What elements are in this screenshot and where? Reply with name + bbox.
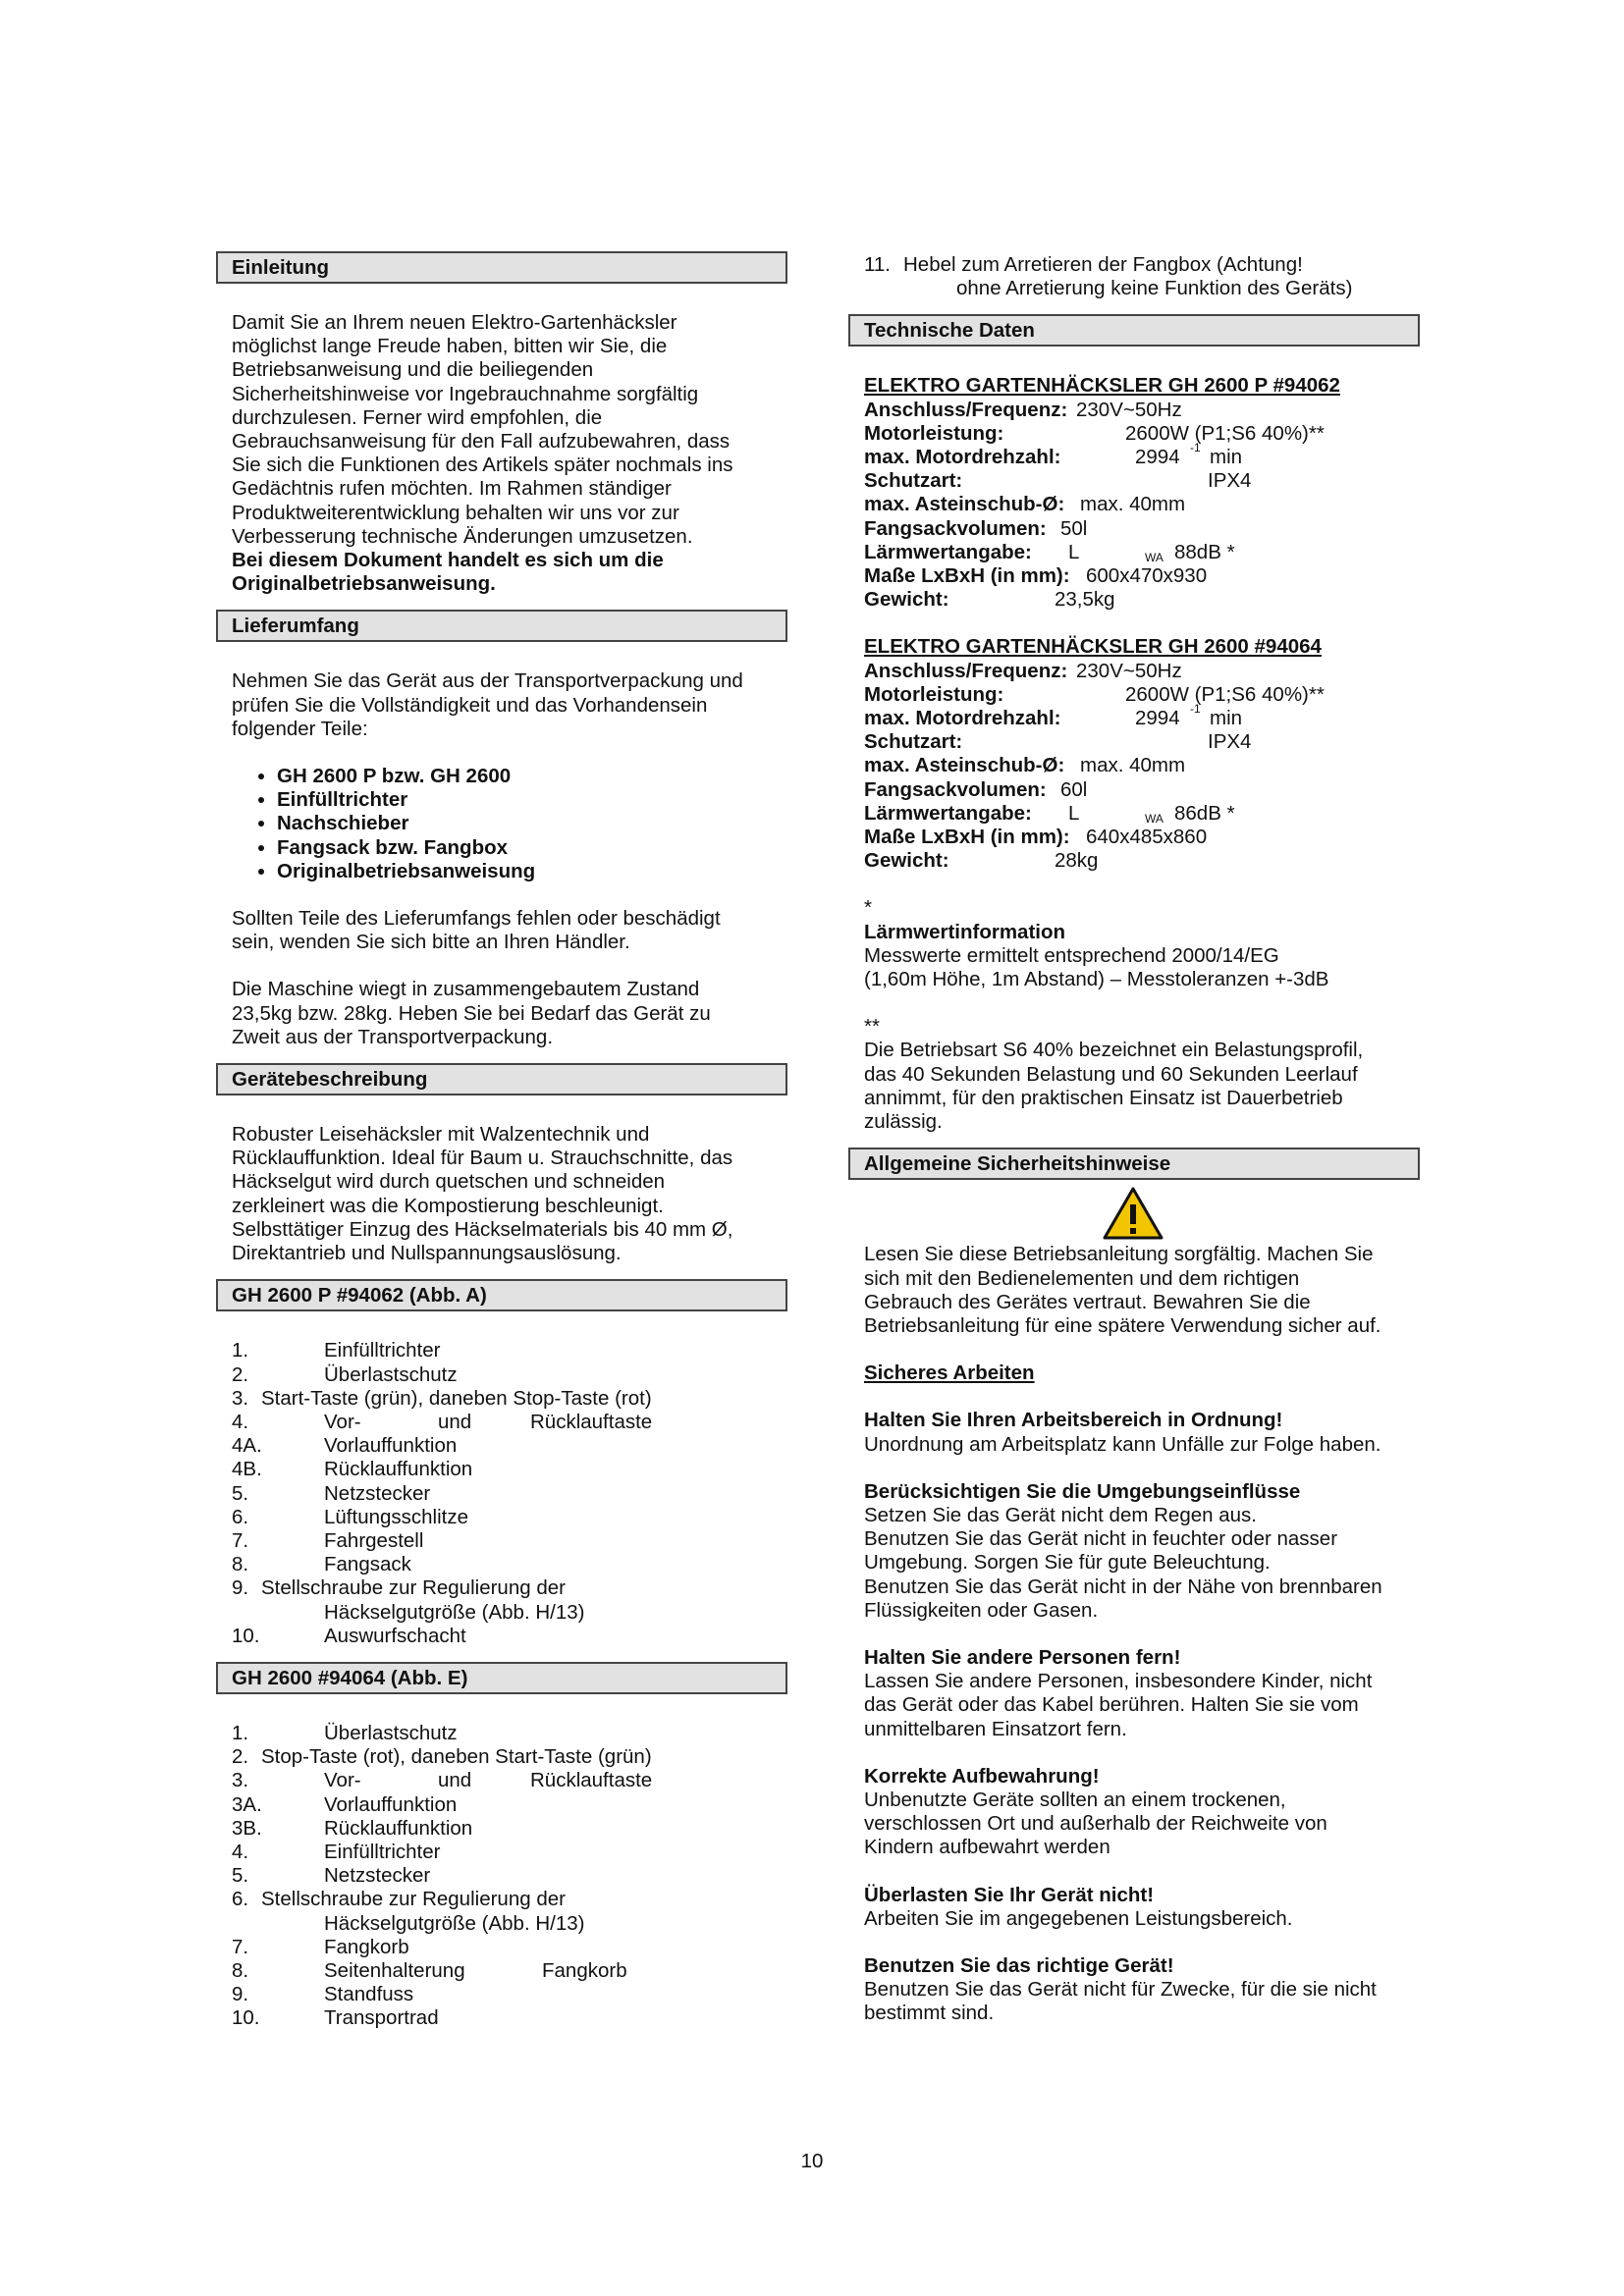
gh94064-list [232, 1722, 821, 2031]
text-line: annimmt, für den praktischen Einsatz ist Dauerbetrieb [864, 1086, 1343, 1109]
text-line-bold: Bei diesem Dokument handelt es sich um die [232, 549, 664, 572]
list-item: 4B. Rücklauffunktion [232, 1458, 473, 1481]
list-item: 4. Vor- und Rücklauftaste [232, 1410, 653, 1433]
text-line: unmittelbaren Einsatzort fern. [864, 1717, 1127, 1740]
text-line: möglichst lange Freude haben, bitten wir Sie, die [232, 335, 668, 358]
lieferumfang-para3 [232, 978, 821, 1049]
list-item: 3. Start-Taste (grün), daneben Stop-Taste (rot) [232, 1386, 652, 1410]
spec-heading: ELEKTRO GARTENHÄCKSLER GH 2600 #94064 [864, 635, 1322, 659]
list-item: 4A. Vorlauffunktion [232, 1434, 458, 1458]
text-line: Sie sich die Funktionen des Artikels später nochmals ins [232, 454, 733, 477]
list-item: 10. Auswurfschacht [232, 1624, 466, 1647]
list-item: 1. Überlastschutz [232, 1721, 458, 1744]
list-item: • Nachschieber [277, 812, 821, 835]
footnote-mark: * [864, 896, 872, 920]
list-item: 3. Vor- und Rücklauftaste [232, 1769, 653, 1792]
text-line: verschlossen Ort und außerhalb der Reichweite von [864, 1812, 1327, 1836]
geraetebeschreibung-text [232, 1123, 821, 1265]
rule-title: Überlasten Sie Ihr Gerät nicht! [864, 1883, 1155, 1906]
text-line: Gedächtnis rufen möchten. Im Rahmen ständiger [232, 477, 672, 501]
text-line: Sollten Teile des Lieferumfangs fehlen oder beschädigt [232, 907, 721, 931]
list-item: 3B. Rücklauffunktion [232, 1816, 473, 1840]
text-line: sich mit den Bedienelementen und dem richtigen [864, 1266, 1300, 1290]
list-item: 10. Transportrad [232, 2006, 439, 2030]
section-header-lieferumfang: Lieferumfang [216, 610, 787, 642]
text-line: Lassen Sie andere Personen, insbesondere Kinder, nicht [864, 1670, 1373, 1693]
text-line: Unordnung am Arbeitsplatz kann Unfälle zur Folge haben. [864, 1432, 1381, 1456]
section-header-technische-daten: Technische Daten [848, 314, 1420, 347]
list-item: 1. Einfülltrichter [232, 1339, 441, 1362]
list-item: • GH 2600 P bzw. GH 2600 [277, 765, 821, 788]
text-line: Flüssigkeiten oder Gasen. [864, 1598, 1099, 1622]
list-item: 6. Lüftungsschlitze [232, 1505, 469, 1528]
list-item: • Fangsack bzw. Fangbox [277, 836, 821, 860]
list-item: 8. Seitenhalterung Fangkorb [232, 1958, 627, 1982]
text-line: Setzen Sie das Gerät nicht dem Regen aus. [864, 1503, 1257, 1526]
section-header-geraetebeschreibung: Gerätebeschreibung [216, 1063, 787, 1095]
text-line: folgender Teile: [232, 717, 368, 740]
text-line: Nehmen Sie das Gerät aus der Transportverpackung und [232, 669, 743, 693]
warning-triangle-icon [1102, 1186, 1164, 1241]
left-column [232, 251, 821, 2031]
list-item: 8. Fangsack [232, 1553, 411, 1576]
text-line: sein, wenden Sie sich bitte an Ihren Händler. [232, 931, 630, 954]
rule-title: Halten Sie Ihren Arbeitsbereich in Ordnung! [864, 1409, 1283, 1432]
text-line: Die Betriebsart S6 40% bezeichnet ein Belastungsprofil, [864, 1039, 1364, 1062]
text-line: zerkleinert was die Kompostierung beschleunigt. [232, 1194, 664, 1217]
list-item: 4. Einfülltrichter [232, 1840, 441, 1863]
text-line-bold: Originalbetriebsanweisung. [232, 572, 496, 596]
lieferumfang-list [232, 765, 821, 883]
text-line: Robuster Leisehäcksler mit Walzentechnik und [232, 1123, 650, 1147]
list-item: 7. Fangkorb [232, 1935, 409, 1958]
text-line: Gebrauchsanweisung für den Fall aufzubewahren, dass [232, 430, 731, 454]
text-line: prüfen Sie die Vollständigkeit und das Vorhandensein [232, 693, 708, 717]
footnote-laerm [864, 896, 1414, 991]
text-line: 23,5kg bzw. 28kg. Heben Sie bei Bedarf das Gerät zu [232, 1001, 711, 1025]
list-item: • Originalbetriebsanweisung [277, 860, 821, 883]
spec-block-94062: ELEKTRO GARTENHÄCKSLER GH 2600 P #94062 Anschluss/Frequenz: 230V~50Hz Motorleistung: 2600W (P1;S6 40%)** max. Motordrehzahl: 2994 -1 min Schutzart: IPX4 max. Asteinschub-Ø: max. 40mm Fangsackvolumen: 50l Lärmwertangabe: L WA 88dB * Maße LxBxH (in mm): 600x470x930 Gewicht: 23,5kg [864, 374, 1414, 612]
section-header-gh94062: GH 2600 P #94062 (Abb. A) [216, 1279, 787, 1311]
list-item: 2. Überlastschutz [232, 1362, 458, 1386]
text-line: Direktantrieb und Nullspannungsauslösung. [232, 1242, 622, 1265]
text-line: Benutzen Sie das Gerät nicht in feuchter oder nasser [864, 1527, 1338, 1551]
footnote-mark: ** [864, 1015, 880, 1039]
text-line: Damit Sie an Ihrem neuen Elektro-Gartenhäcksler [232, 311, 677, 334]
text-line: Rücklauffunktion. Ideal für Baum u. Strauchschnitte, das [232, 1147, 733, 1170]
spec-heading: ELEKTRO GARTENHÄCKSLER GH 2600 P #94062 [864, 374, 1340, 398]
text-line: Unbenutzte Geräte sollten an einem trockenen, [864, 1788, 1286, 1811]
gh94062-list [232, 1339, 821, 1648]
einleitung-text [232, 311, 821, 596]
text-line: Sicherheitshinweise vor Ingebrauchnahme sorgfältig [232, 382, 699, 405]
section-header-sicherheitshinweise: Allgemeine Sicherheitshinweise [848, 1148, 1420, 1180]
list-item-continuation: Häckselgutgröße (Abb. H/13) [324, 1911, 585, 1935]
text-line: Produktweiterentwicklung behalten wir uns vor zur [232, 501, 679, 524]
text-line: Lesen Sie diese Betriebsanleitung sorgfältig. Machen Sie [864, 1243, 1374, 1266]
text-line: Arbeiten Sie im angegebenen Leistungsbereich. [864, 1906, 1293, 1930]
lieferumfang-para2 [232, 907, 821, 954]
lieferumfang-intro [232, 669, 821, 741]
text-line: Gebrauch des Gerätes vertraut. Bewahren Sie die [864, 1290, 1311, 1313]
text-line: durchzulesen. Ferner wird empfohlen, die [232, 405, 603, 429]
rule-title: Halten Sie andere Personen fern! [864, 1645, 1181, 1669]
text-line: Benutzen Sie das Gerät nicht in der Nähe von brennbaren [864, 1575, 1382, 1598]
text-line: bestimmt sind. [864, 2002, 995, 2025]
rule-title: Korrekte Aufbewahrung! [864, 1764, 1100, 1788]
section-header-gh94064: GH 2600 #94064 (Abb. E) [216, 1662, 787, 1694]
subheading-sicheres-arbeiten: Sicheres Arbeiten [864, 1362, 1035, 1385]
text-line: Die Maschine wiegt in zusammengebautem Zustand [232, 978, 700, 1001]
text-line: Betriebsanweisung und die beiliegenden [232, 358, 594, 382]
text-line: Betriebsanleitung für eine spätere Verwendung sicher auf. [864, 1313, 1381, 1337]
section-header-einleitung: Einleitung [216, 251, 787, 284]
footnote-betriebsart [864, 1015, 1414, 1134]
text-line: (1,60m Höhe, 1m Abstand) – Messtoleranzen +-3dB [864, 968, 1329, 991]
footnote-title: Lärmwertinformation [864, 920, 1066, 943]
list-item-continuation: Häckselgutgröße (Abb. H/13) [324, 1600, 585, 1624]
item-11: 11. Hebel zum Arretieren der Fangbox (Achtung! ohne Arretierung keine Funktion des Geräts) [864, 253, 1353, 300]
text-line: Kindern aufbewahrt werden [864, 1836, 1110, 1859]
list-item: 7. Fahrgestell [232, 1528, 424, 1552]
list-item: 5. Netzstecker [232, 1864, 431, 1888]
text-line: zulässig. [864, 1110, 943, 1134]
text-line: Häckselgut wird durch quetschen und schneiden [232, 1170, 666, 1194]
right-column [864, 253, 1414, 2026]
list-item: 6. Stellschraube zur Regulierung der [232, 1888, 566, 1911]
sicherheit-intro [864, 1243, 1414, 1338]
list-item: 3A. Vorlauffunktion [232, 1792, 458, 1816]
spec-block-94064: ELEKTRO GARTENHÄCKSLER GH 2600 #94064 Anschluss/Frequenz: 230V~50Hz Motorleistung: 2600W (P1;S6 40%)** max. Motordrehzahl: 2994 -1 min Schutzart: IPX4 max. Asteinschub-Ø: max. 40mm Fangsackvolumen: 60l Lärmwertangabe: L WA 86dB * Maße LxBxH (in mm): 640x485x860 Gewicht: 28kg [864, 635, 1414, 873]
rule-title: Berücksichtigen Sie die Umgebungseinflüsse [864, 1479, 1301, 1503]
list-item: 9. Stellschraube zur Regulierung der [232, 1576, 566, 1600]
text-line: Selbsttätiger Einzug des Häckselmaterials bis 40 mm Ø, [232, 1217, 733, 1241]
rule-title: Benutzen Sie das richtige Gerät! [864, 1953, 1174, 1977]
text-line: Verbesserung technische Änderungen umzusetzen. [232, 524, 693, 548]
list-item: • Einfülltrichter [277, 788, 821, 812]
text-line: Zweit aus der Transportverpackung. [232, 1025, 554, 1048]
text-line: das 40 Sekunden Belastung und 60 Sekunden Leerlauf [864, 1062, 1358, 1086]
text-line: Benutzen Sie das Gerät nicht für Zwecke, für die sie nicht [864, 1978, 1377, 2002]
list-item: 2. Stop-Taste (rot), daneben Start-Taste (grün) [232, 1745, 652, 1769]
page-number: 10 [800, 2150, 824, 2172]
list-item: 5. Netzstecker [232, 1481, 431, 1505]
text-line: das Gerät oder das Kabel berühren. Halten Sie sie vom [864, 1693, 1359, 1717]
text-line: Messwerte ermittelt entsprechend 2000/14/EG [864, 943, 1279, 967]
text-line: Umgebung. Sorgen Sie für gute Beleuchtung. [864, 1551, 1271, 1575]
list-item: 9. Standfuss [232, 1983, 414, 2006]
